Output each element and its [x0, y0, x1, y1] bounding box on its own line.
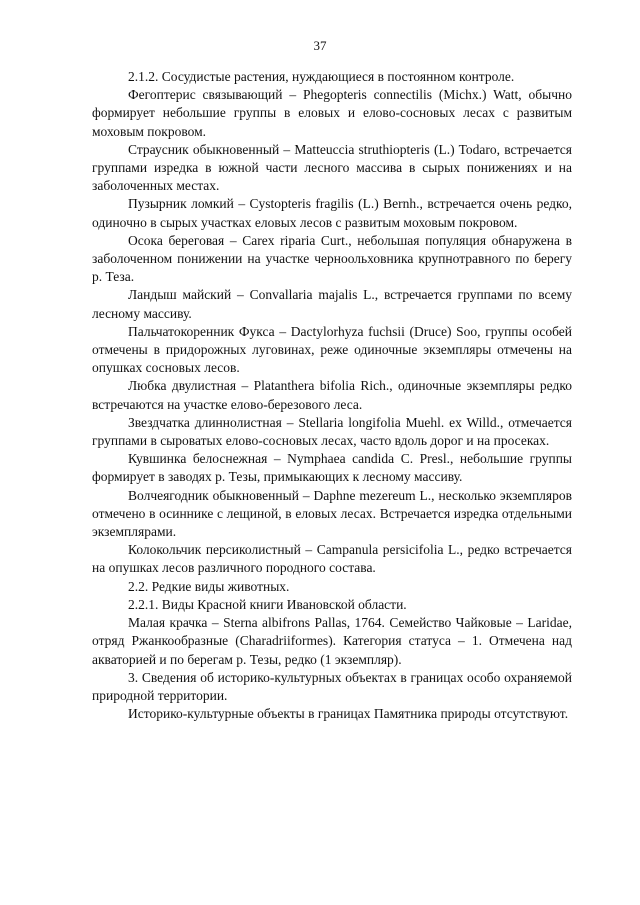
- page-number: 37: [313, 38, 327, 53]
- species-paragraph: Звездчатка длиннолистная – Stellaria longifolia Muehl. ex Willd., отмечается группами в сыроватых елово-сосновых лесах, часто вдоль дорог и на просеках.: [92, 414, 572, 449]
- cultural-objects-paragraph: Историко-культурные объекты в границах Памятника природы отсутствуют.: [128, 706, 569, 722]
- section-heading-red-book: 2.2.1. Виды Красной книги Ивановской области.: [128, 596, 407, 612]
- section-heading-rare-animals: 2.2. Редкие виды животных.: [128, 578, 290, 594]
- section-heading-cultural-objects: 3. Сведения об историко-культурных объектах в границах особо охраняемой природной территории.: [92, 669, 572, 703]
- species-paragraph: Пузырник ломкий – Cystopteris fragilis (L.) Bernh., встречается очень редко, одиночно в сырых участках еловых лесов с развитым моховым покровом.: [92, 196, 572, 230]
- species-paragraph: Фегоптерис связывающий – Phegopteris connectilis (Michx.) Watt, обычно формирует небольшие группы в еловых и елово-сосновых лесах с развитым моховым покровом.: [92, 87, 572, 139]
- species-paragraph: Волчеягодник обыкновенный – Daphne mezereum L., несколько экземпляров отмечено в осиннике с лещиной, в еловых лесах. Встречается изредка отдельными экземплярами.: [92, 487, 572, 540]
- document-body: [92, 68, 572, 723]
- species-paragraph: Любка двулистная – Platanthera bifolia Rich., одиночные экземпляры редко встречаются на участке елово-березового леса.: [92, 378, 572, 412]
- species-paragraph: Колокольчик персиколистный – Campanula persicifolia L., редко встречается на опушках лесов различного породного состава.: [92, 542, 572, 576]
- species-paragraph: Малая крачка – Sterna albifrons Pallas, 1764. Семейство Чайковые – Laridae, отряд Ржанкообразные (Charadriiformes). Категория статуса – 1. Отмечена над акваторией и по берегам р. Тезы, редко (1 экземпляр).: [92, 615, 572, 667]
- species-paragraph: Страусник обыкновенный – Matteuccia struthiopteris (L.) Todaro, встречается группами изредка в южной части лесного массива в сырых понижениях и на заболоченных местах.: [92, 141, 572, 194]
- species-paragraph: Осока береговая – Carex riparia Curt., небольшая популяция обнаружена в заболоченном понижении на участке черноольховника крупнотравного по берегу р. Теза.: [92, 232, 572, 285]
- species-paragraph: Кувшинка белоснежная – Nymphaea candida C. Presl., небольшие группы формирует в заводях р. Тезы, примыкающих к лесному массиву.: [92, 451, 572, 485]
- section-heading-vascular-plants: 2.1.2. Сосудистые растения, нуждающиеся в постоянном контроле.: [128, 69, 515, 84]
- species-paragraph: Пальчатокоренник Фукса – Dactylorhyza fuchsii (Druce) Soo, группы особей отмечены в придорожных луговинах, реже одиночные экземпляры отмечены на опушках сосновых лесов.: [92, 323, 572, 376]
- species-paragraph: Ландыш майский – Convallaria majalis L., встречается группами по всему лесному массиву.: [92, 287, 572, 321]
